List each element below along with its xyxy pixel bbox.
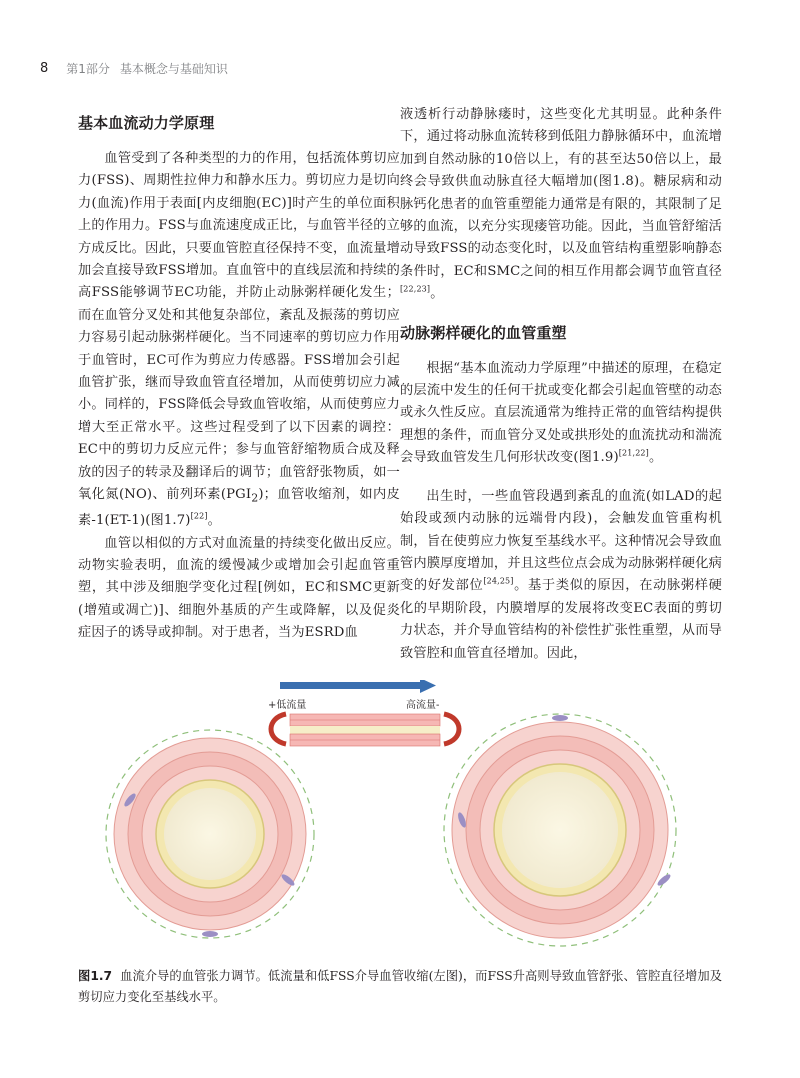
vessel-segment xyxy=(290,714,440,746)
part-title: 基本概念与基础知识 xyxy=(119,61,228,76)
left-column xyxy=(78,112,400,645)
label-high-flow: 高流量- xyxy=(406,700,440,711)
part-label: 第1部分 xyxy=(66,61,110,76)
label-low-flow: +低流量 xyxy=(268,700,307,711)
paragraph-4 xyxy=(400,486,722,665)
pgi-subscript: 2 xyxy=(251,491,259,505)
constricted-vessel-cross-section xyxy=(106,730,314,938)
section-heading-hemodynamics: 基本血流动力学原理 xyxy=(78,114,215,132)
figure-1-7 xyxy=(90,680,730,950)
constriction-arrow xyxy=(271,714,286,744)
page-number: 8 xyxy=(40,60,49,76)
dilated-vessel-cross-section xyxy=(444,714,676,946)
caption-text: 血流介导的血管张力调节。低流量和低FSS介导血管收缩(左图)，而FSS升高则导致血管舒张、管腔直径增加及剪切应力变化至基线水平。 xyxy=(78,969,722,1004)
paragraph-4-tail: 。基于类似的原因，在动脉粥样硬化的早期阶段，内膜增厚的发展将改变EC表面的剪切力状态，并介导血管结构的补偿性扩张性重塑，从而导致管腔和血管直径增加。因此， xyxy=(400,578,722,661)
running-head xyxy=(40,58,228,78)
flow-arrow xyxy=(280,680,436,693)
paragraph-3 xyxy=(400,358,722,470)
paragraph-4-text: 出生时，一些血管段遇到紊乱的血流(如LAD的起始段或颈内动脉的远端骨内段)，会触发血管重构机制，旨在使剪应力恢复至基线水平。这种情况会导致血管内膜厚度增加，并且这些位点会成为动脉粥样硬化病变的好发部位 xyxy=(400,488,722,594)
citation-22-23: [22,23] xyxy=(400,284,431,294)
citation-22: [22] xyxy=(190,511,208,521)
dilation-arrow xyxy=(444,714,459,744)
paragraph-continued-text: 液透析行动静脉瘘时，这些变化尤其明显。此种条件下，通过将动脉血流转移到低阻力静脉循环中，血流增加到自然动脉的10倍以上，有的甚至达50倍以上，最终会导致供血动脉直径大幅增加(图1.8)。糖尿病和动脉钙化患者的血管重塑能力通常是有限的，其限制了足够的血流，以充分实现瘘管功能。因此，当血管舒缩活动导致FSS的动态变化时，以及血管结构重塑影响静态条件时，EC和SMC之间的相互作用都会调节血管直径 xyxy=(400,107,722,279)
paragraph-1 xyxy=(78,148,400,533)
paragraph-3-text: 根据“基本血流动力学原理”中描述的原理，在稳定的层流中发生的任何干扰或变化都会引起血管壁的动态或永久性反应。直层流通常为维持正常的血管结构提供理想的条件，而血管分叉处或拱形处的血流扰动和湍流会导致血管发生几何形状改变(图1.9) xyxy=(400,360,722,466)
citation-21-22: [21,22] xyxy=(618,448,649,458)
paragraph-2: 血管以相似的方式对血流量的持续变化做出反应。动物实验表明，血流的缓慢减少或增加会引起血管重塑，其中涉及细胞学变化过程[例如，EC和SMC更新(增殖或凋亡)]、细胞外基质的产生或降解，以及促炎症因子的诱导或抑制。对于患者，当为ESRD血 xyxy=(78,535,400,641)
figure-number: 图1.7 xyxy=(78,969,113,983)
right-column xyxy=(400,104,722,665)
paragraph-1-end: 。 xyxy=(207,513,221,529)
paragraph-3-end: 。 xyxy=(648,450,663,466)
section-heading-remodeling: 动脉粥样硬化的血管重塑 xyxy=(400,323,567,342)
figure-caption xyxy=(78,966,722,1008)
vessel-diagram xyxy=(90,680,730,950)
paragraph-1-tail: )；血管收缩剂，如内皮素-1(ET-1)(图1.7) xyxy=(78,487,400,529)
paragraph-continued-end: 。 xyxy=(430,286,444,302)
paragraph-continued xyxy=(400,104,722,306)
citation-24-25: [24,25] xyxy=(483,576,514,586)
paragraph-1-text: 血管受到了各种类型的力的作用，包括流体剪切应力(FSS)、周期性拉伸力和静水压力。剪切应力是切向力(血流)作用于表面[内皮细胞(EC)]时产生的单位面积上的作用力。FSS与血流速度成正比，与血管半径的立方成反比。因此，只要血管腔直径保持不变，血流量增加会直接导致FSS增加。直血管中的直线层流和持续的高FSS能够调节EC功能，并防止动脉粥样硬化发生；而在血管分叉处和其他复杂部位，紊乱及振荡的剪切应力容易引起动脉粥样硬化。当不同速率的剪切应力作用于血管时，EC可作为剪应力传感器。FSS增加会引起血管扩张，继而导致血管直径增加，从而使剪切应力减小。同样的，FSS降低会导致血管收缩，从而使剪应力增大至正常水平。这些过程受到了以下因素的调控：EC中的剪切力反应元件；参与血管舒缩物质合成及释放的因子的转录及翻译后的调节；血管舒张物质，如一氧化氮(NO)、前列环素(PGI xyxy=(78,151,400,503)
